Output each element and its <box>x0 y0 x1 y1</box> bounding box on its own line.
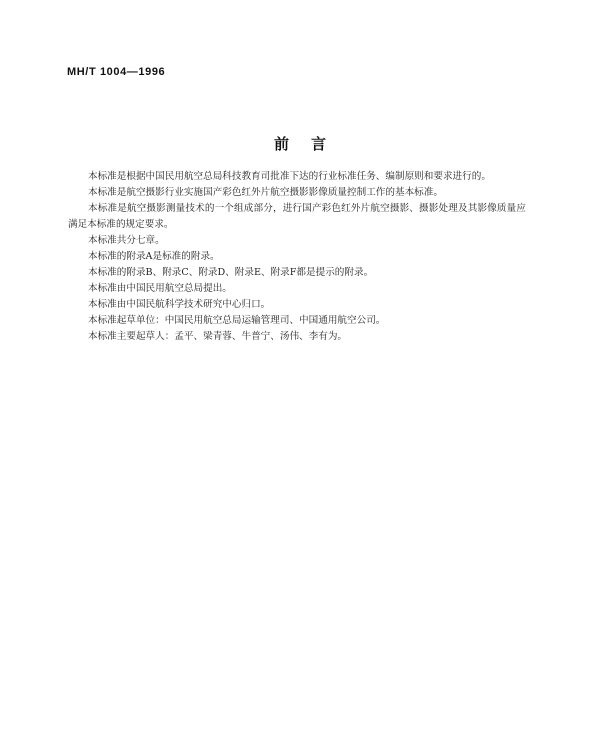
document-code: MH/T 1004—1996 <box>67 66 166 78</box>
paragraph: 本标准起草单位：中国民用航空总局运输管理司、中国通用航空公司。 <box>88 315 386 326</box>
paragraph: 本标准由中国民航科学技术研究中心归口。 <box>88 299 271 310</box>
page-title: 前言 <box>273 135 348 153</box>
paragraph: 本标准的附录A是标准的附录。 <box>88 251 220 262</box>
paragraph: 本标准的附录B、附录C、附录D、附录E、附录F都是提示的附录。 <box>88 267 374 278</box>
foreword-body <box>68 169 526 345</box>
paragraph: 本标准是根据中国民用航空总局科技教育司批准下达的行业标准任务、编制原则和要求进行的。 <box>88 171 491 182</box>
paragraph: 本标准是航空摄影行业实施国产彩色红外片航空摄影影像质量控制工作的基本标准。 <box>88 187 443 198</box>
paragraph: 本标准由中国民用航空总局提出。 <box>88 283 232 294</box>
paragraph: 本标准主要起草人：孟平、梁青蓉、牛普宁、汤伟、李有为。 <box>88 331 348 342</box>
paragraph: 本标准是航空摄影测量技术的一个组成部分，进行国产彩色红外片航空摄影、摄影处理及其影像质量应满足本标准的规定要求。 <box>68 203 526 230</box>
paragraph: 本标准共分七章。 <box>88 235 165 246</box>
